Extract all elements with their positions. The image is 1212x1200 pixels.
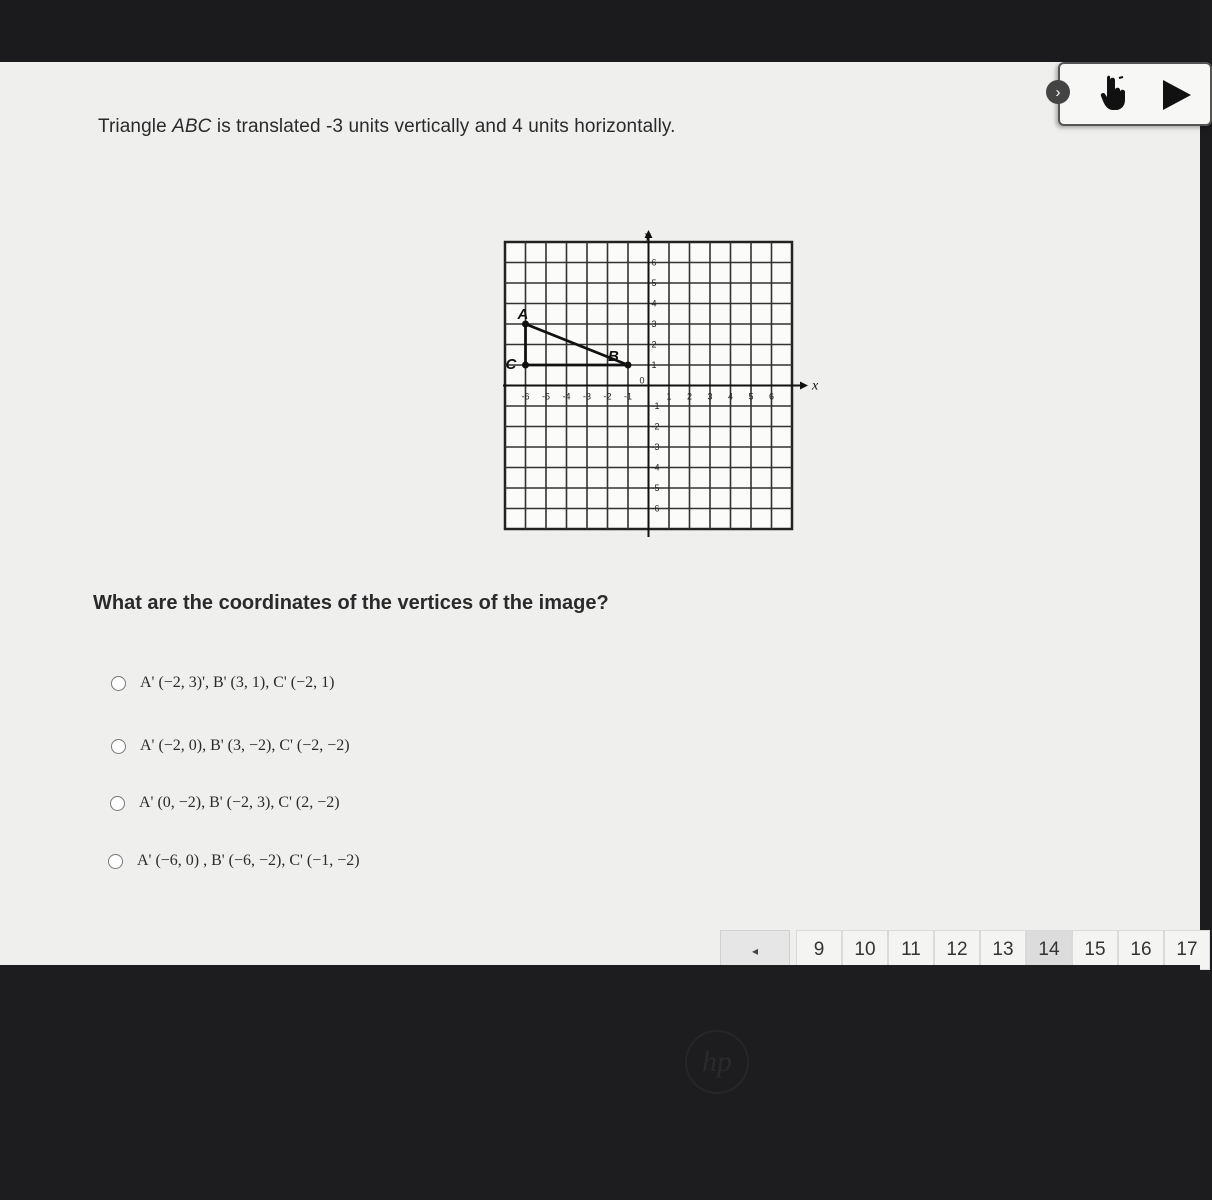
x-tick-label: 2 [686, 391, 693, 402]
monitor-bottom-bezel [0, 965, 1200, 1200]
x-tick-label: -3 [582, 391, 592, 402]
question-pagination [720, 930, 1210, 970]
x-tick-label: 4 [727, 391, 734, 402]
vertex-point-c [522, 362, 529, 369]
vertex-label-a: A [517, 306, 529, 323]
y-tick-label: -4 [651, 462, 660, 473]
page-button-11[interactable]: 11 [888, 930, 934, 970]
answer-choice-4[interactable] [108, 852, 360, 870]
page-button-10[interactable]: 10 [842, 930, 888, 970]
y-tick-label: 5 [651, 278, 657, 288]
x-axis-label: x [812, 378, 819, 394]
origin-label: 0 [639, 375, 645, 386]
page-button-17[interactable]: 17 [1164, 930, 1210, 970]
hp-logo: hp [685, 1030, 749, 1094]
x-tick-label: -1 [623, 391, 633, 402]
choice-label: A' (−2, 0), B' (3, −2), C' (−2, −2) [140, 737, 350, 754]
quiz-screen [0, 62, 1200, 965]
y-tick-label: -6 [651, 503, 660, 514]
x-tick-label: 1 [666, 391, 672, 402]
y-tick-label: 3 [651, 319, 657, 329]
radio-button[interactable] [108, 854, 123, 869]
page-button-15[interactable]: 15 [1072, 930, 1118, 970]
chevron-right-icon[interactable]: › [1046, 80, 1070, 104]
x-tick-label: -2 [603, 391, 612, 402]
x-axis-arrow [800, 382, 808, 390]
vertex-label-b: B [608, 348, 619, 365]
answer-choice-2[interactable] [111, 737, 350, 755]
play-icon[interactable] [1160, 78, 1194, 112]
vertex-point-b [625, 362, 632, 369]
y-tick-label: -2 [651, 421, 660, 432]
x-tick-label: 6 [768, 391, 775, 402]
radio-button[interactable] [110, 796, 125, 811]
y-tick-label: 2 [651, 339, 657, 350]
choice-label: A' (−2, 3)', B' (3, 1), C' (−2, 1) [140, 674, 335, 691]
coordinate-graph [495, 227, 819, 547]
radio-button[interactable] [111, 676, 126, 691]
pointer-hand-icon[interactable] [1100, 76, 1130, 110]
page-button-9[interactable]: 9 [796, 930, 842, 970]
y-tick-label: -1 [651, 401, 660, 411]
x-tick-label: 3 [707, 391, 713, 402]
choice-label: A' (0, −2), B' (−2, 3), C' (2, −2) [139, 794, 340, 811]
answer-choice-1[interactable] [111, 674, 334, 692]
x-tick-label: -5 [541, 391, 551, 402]
page-button-13[interactable]: 13 [980, 930, 1026, 970]
x-tick-label: 5 [748, 391, 754, 402]
radio-button[interactable] [111, 739, 126, 754]
x-tick-label: -6 [521, 391, 530, 402]
y-tick-label: 4 [651, 298, 657, 309]
y-tick-label: -5 [651, 483, 660, 493]
y-tick-label: 1 [651, 360, 657, 370]
page-button-16[interactable]: 16 [1118, 930, 1164, 970]
question-prompt: What are the coordinates of the vertices of the image? [93, 592, 609, 614]
triangle-name: ABC [172, 116, 212, 137]
pagination-prev-button[interactable]: ◂ [720, 930, 790, 972]
monitor-top-bezel [0, 0, 1200, 62]
answer-choice-3[interactable] [110, 794, 340, 812]
choice-label: A' (−6, 0) , B' (−6, −2), C' (−1, −2) [137, 852, 360, 869]
y-tick-label: -3 [651, 442, 660, 452]
question-text: Triangle ABC is translated -3 units vertically and 4 units horizontally. [98, 116, 676, 137]
y-axis-label: y [644, 229, 651, 244]
x-tick-label: -4 [562, 391, 571, 402]
page-button-12[interactable]: 12 [934, 930, 980, 970]
vertex-label-c: C [505, 356, 517, 373]
y-tick-label: 6 [651, 257, 657, 268]
tool-panel [1055, 62, 1212, 126]
page-button-14-current[interactable]: 14 [1026, 930, 1072, 970]
